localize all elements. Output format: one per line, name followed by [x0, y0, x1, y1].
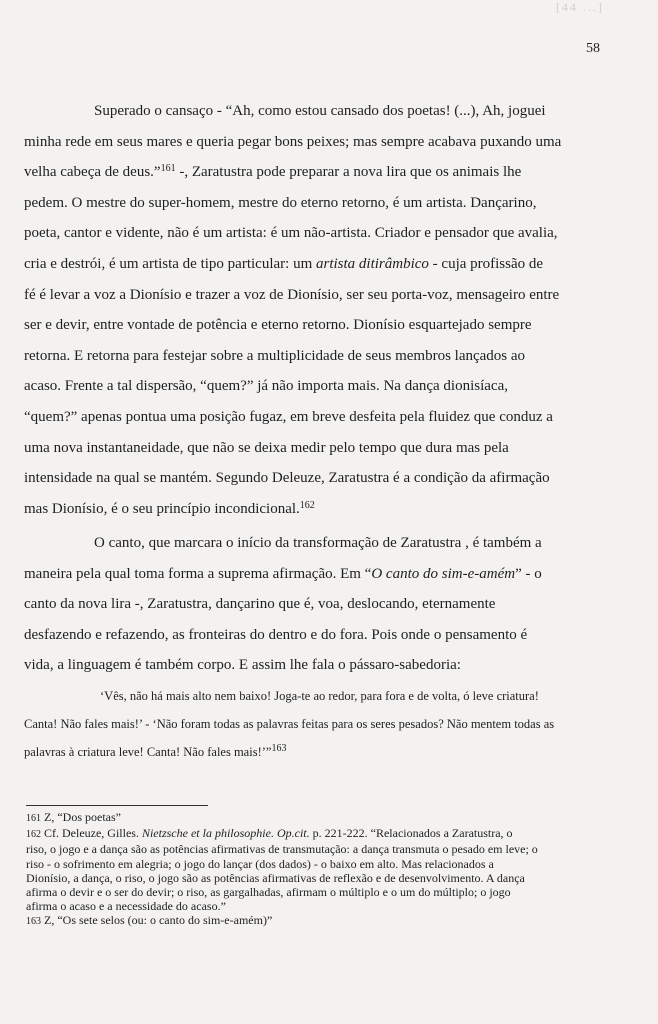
footnote-line: afirma o acaso e a necessidade do acaso.” — [26, 899, 226, 914]
text-span: velha cabeça de deus.” — [24, 164, 161, 181]
text-line: acaso. Frente a tal dispersão, “quem?” já não importa mais. Na dança dionisíaca, — [24, 378, 508, 395]
text-line: Superado o cansaço - “Ah, como estou cansado dos poetas! (...), Ah, joguei — [94, 103, 546, 119]
text-line — [24, 157, 624, 188]
text-span: mas Dionísio, é o seu princípio incondicional. — [24, 500, 300, 517]
text-line: ser e devir, entre vontade de potência e eterno retorno. Dionísio esquartejado sempre — [24, 317, 532, 334]
text-span: cria e destrói, é um artista de tipo particular: um — [24, 255, 316, 272]
text-line — [24, 249, 624, 280]
footnote-text: Z, “Dos poetas” — [41, 810, 121, 824]
text-span: palavras à criatura leve! Canta! Não fales mais!’” — [24, 745, 272, 759]
quote-line — [24, 738, 624, 766]
text-span: - cuja profissão de — [428, 255, 544, 272]
text-span: ” - o — [515, 565, 542, 582]
footnote-line: riso - o sofrimento em alegria; o jogo do lançar (dos dados) - o baixo em alto. Mas relacionados a — [26, 856, 494, 871]
footnote-ref-162: 162 — [299, 499, 315, 511]
italic-title: O canto do sim-e-amém — [371, 565, 516, 582]
footnotes — [26, 810, 626, 930]
text-line: intensidade na qual se mantém. Segundo Deleuze, Zaratustra é a condição da afirmação — [24, 470, 550, 487]
text-line: vida, a linguagem é também corpo. E assim lhe fala o pássaro-sabedoria: — [24, 657, 461, 674]
footnote-number: 161 — [26, 813, 41, 824]
italic-term: artista ditirâmbico — [315, 255, 429, 272]
footnote-line: afirma o devir e o ser do devir; o riso, as gargalhadas, afirmam o múltiplo e o um do múltiplo; o jogo — [26, 885, 511, 900]
footnote-line: Dionísio, a dança, o riso, o jogo são as potências afirmativas de reflexão e de desenvolvimento. A dança — [26, 870, 525, 885]
footnote-number: 162 — [26, 829, 41, 841]
text-line: desfazendo e refazendo, as fronteiras do dentro e do fora. Pois onde o pensamento é — [24, 626, 528, 643]
page-number: 58 — [586, 41, 600, 56]
text-line: pedem. O mestre do super-homem, mestre do eterno retorno, é um artista. Dançarino, — [24, 194, 537, 211]
text-line: poeta, cantor e vidente, não é um artista: é um não-artista. Criador e pensador que avalia, — [24, 225, 558, 242]
footnote-162 — [26, 826, 626, 842]
italic-title: Nietzsche et la philosophie. Op.cit. — [141, 826, 310, 841]
text-line: O canto, que marcara o início da transformação de Zaratustra , é também a — [94, 535, 542, 551]
paragraph-1 — [24, 96, 624, 524]
footnote-ref-161: 161 — [160, 163, 176, 175]
footnote-text: Z, “Os sete selos (ou: o canto do sim-e-amém)” — [41, 913, 273, 928]
footnote-number: 163 — [26, 916, 41, 928]
text-line: “quem?” apenas pontua uma posição fugaz, em breve desfeita pela fluidez que conduz a — [24, 408, 553, 425]
footnote-text: p. 221-222. “Relacionados a Zaratustra, o — [309, 826, 513, 841]
quote-line: Canta! Não fales mais!’ - ‘Não foram todas as palavras feitas para os seres pesados? Não mentem todas as — [24, 717, 555, 731]
footnote-line: riso, o jogo e a dança são as potências afirmativas de transmutação: a dança transmuta o pesado em leve; o — [26, 842, 538, 857]
text-span: -, Zaratustra pode preparar a nova lira que os animais lhe — [175, 164, 522, 181]
scan-archive-mark: [44 ...] — [556, 0, 604, 14]
text-line — [24, 559, 624, 590]
footnote-divider — [26, 805, 208, 806]
text-span: maneira pela qual toma forma a suprema afirmação. Em “ — [24, 565, 372, 582]
footnote-161 — [26, 810, 626, 826]
text-line: minha rede em seus mares e queria pegar bons peixes; mas sempre acabava puxando uma — [24, 133, 562, 150]
footnote-163 — [26, 913, 626, 929]
footnote-ref-163: 163 — [271, 743, 287, 754]
block-quote — [24, 682, 624, 766]
text-line: canto da nova lira -, Zaratustra, dançarino que é, voa, deslocando, eternamente — [24, 596, 496, 613]
text-line: uma nova instantaneidade, que não se deixa medir pelo tempo que dura mas pela — [24, 439, 509, 456]
text-line — [24, 494, 624, 525]
text-line: fé é levar a voz a Dionísio e trazer a voz de Dionísio, ser seu porta-voz, mensageiro entre — [24, 286, 560, 303]
footnote-text: Cf. Deleuze, Gilles. — [41, 826, 142, 841]
quote-line: ‘Vês, não há mais alto nem baixo! Joga-te ao redor, para fora e de volta, ó leve criatura! — [100, 689, 539, 703]
paragraph-2 — [24, 528, 624, 681]
text-line: retorna. E retorna para festejar sobre a multiplicidade de seus membros lançados ao — [24, 347, 526, 364]
